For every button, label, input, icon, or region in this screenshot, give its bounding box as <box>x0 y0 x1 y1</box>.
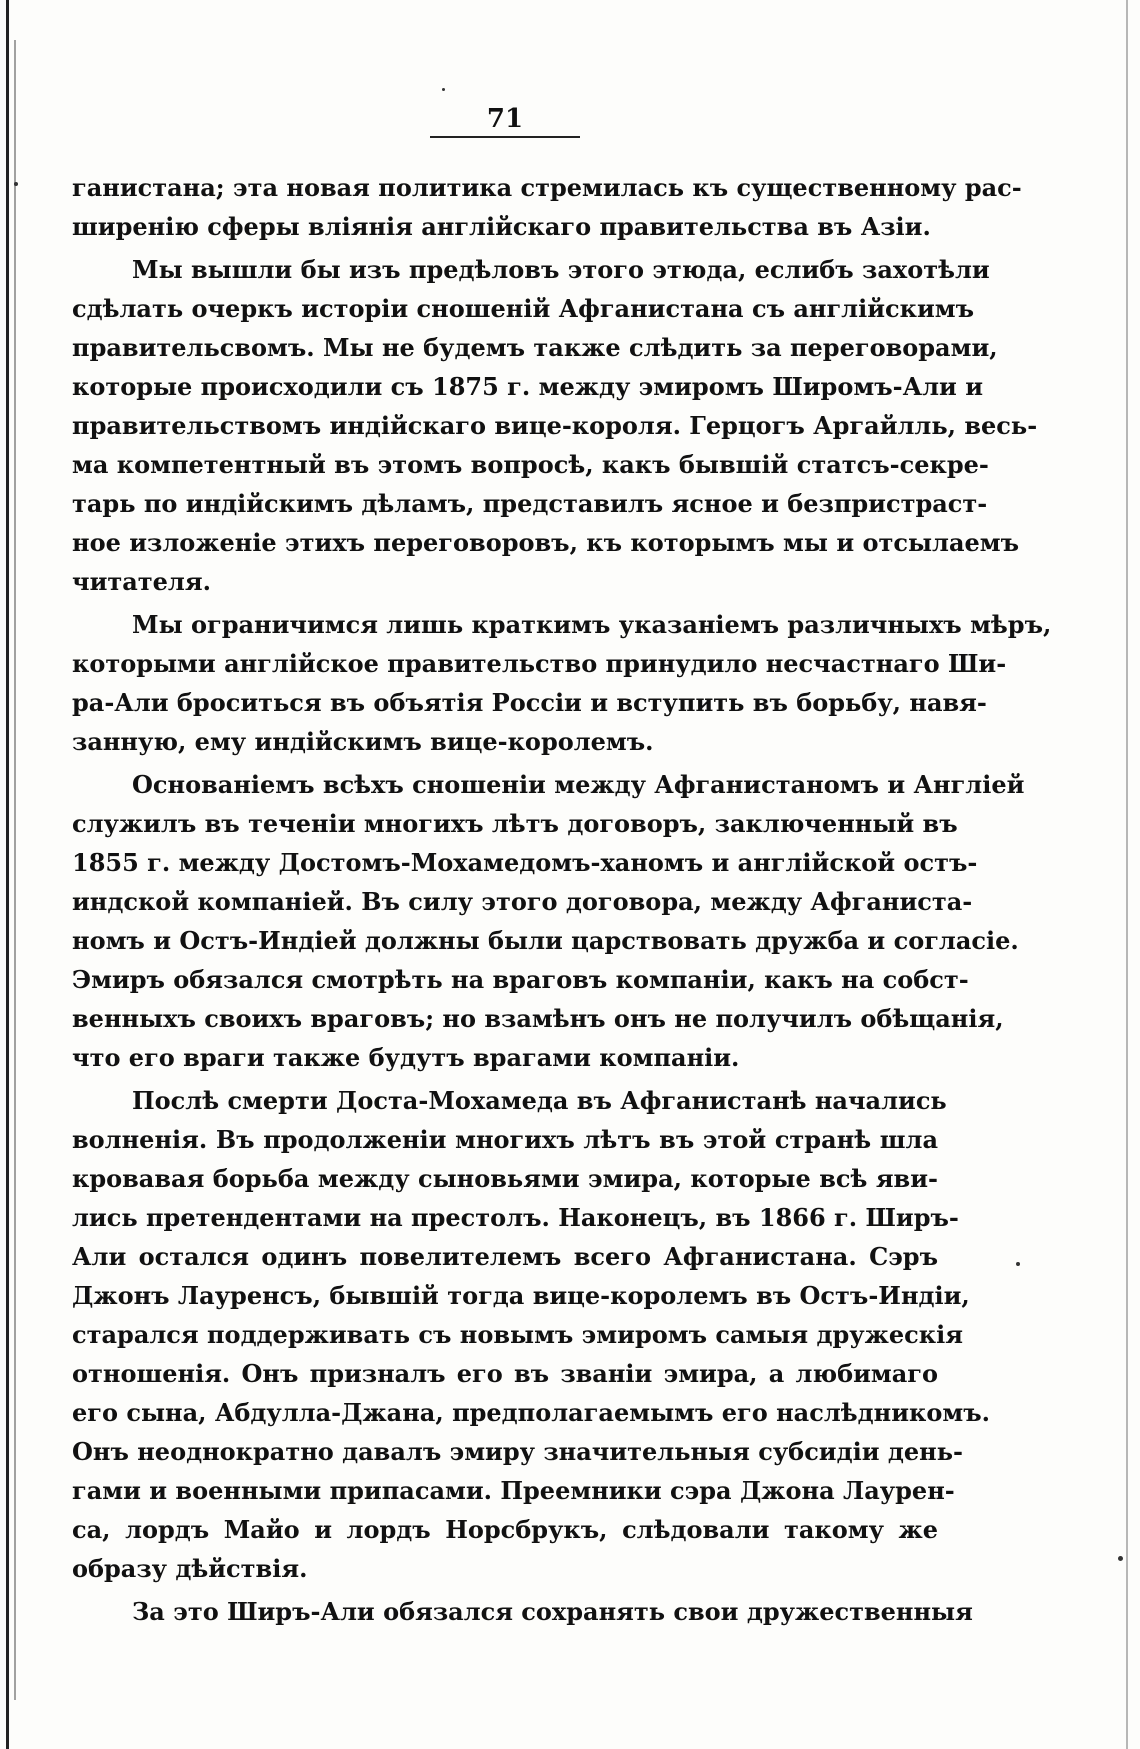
text-line: кровавая борьба между сыновьями эмира, которые всѣ яви- <box>72 1164 938 1193</box>
text-line: Онъ неоднократно давалъ эмиру значительныя субсидіи день- <box>72 1437 963 1466</box>
page-number-rule <box>430 136 580 138</box>
scan-speck <box>14 182 18 186</box>
body-text <box>72 168 1052 1631</box>
text-line: 1855 г. между Достомъ-Мохамедомъ-ханомъ и англійской остъ- <box>72 848 978 877</box>
text-line: За это Ширъ-Али обязался сохранять свои дружественныя <box>132 1597 973 1626</box>
text-line: номъ и Остъ-Индіей должны были царствовать дружба и согласіе. <box>72 926 1019 955</box>
text-line: служилъ въ теченіи многихъ лѣтъ договоръ, заключенный въ <box>72 809 958 838</box>
text-line: гами и военными припасами. Преемники сэра Джона Лаурен- <box>72 1476 955 1505</box>
text-line: Послѣ смерти Доста-Мохамеда въ Афганистанѣ начались <box>132 1086 947 1115</box>
text-line: ное изложеніе этихъ переговоровъ, къ которымъ мы и отсылаемъ <box>72 528 1020 557</box>
paragraph <box>72 605 1052 761</box>
text-line: отношенія. Онъ призналъ его въ званіи эмира, а любимаго <box>72 1359 938 1388</box>
scan-speck <box>1118 1556 1123 1561</box>
text-line: которые происходили съ 1875 г. между эмиромъ Широмъ-Али и <box>72 372 983 401</box>
text-line: читателя. <box>72 567 211 596</box>
text-line: сдѣлать очеркъ исторіи сношеній Афганистана съ англійскимъ <box>72 294 975 323</box>
paragraph <box>72 1592 973 1631</box>
text-line: ма компетентный въ этомъ вопросѣ, какъ бывшій статсъ-секре- <box>72 450 989 479</box>
text-line: Мы вышли бы изъ предѣловъ этого этюда, еслибъ захотѣли <box>132 255 990 284</box>
text-line: ганистана; эта новая политика стремилась къ существенному рас- <box>72 173 1022 202</box>
scan-edge-shadow <box>14 40 16 1700</box>
text-line: са, лордъ Майо и лордъ Норсбрукъ, слѣдовали такому же <box>72 1515 938 1544</box>
text-line: ра-Али броситься въ объятія Россіи и вступить въ борьбу, навя- <box>72 688 987 717</box>
paragraph <box>72 168 1022 246</box>
text-line: ширенію сферы вліянія англійскаго правительства въ Азіи. <box>72 212 931 241</box>
page-header <box>430 104 580 138</box>
text-line: что его враги также будутъ врагами компаніи. <box>72 1043 740 1072</box>
text-line: образу дѣйствія. <box>72 1554 308 1583</box>
scan-speck <box>1016 1262 1020 1266</box>
page-number: 71 <box>486 104 524 134</box>
scan-edge-right <box>1126 0 1128 1749</box>
text-line: Джонъ Лауренсъ, бывшій тогда вице-королемъ въ Остъ-Индіи, <box>72 1281 970 1310</box>
text-line: тарь по индійскимъ дѣламъ, представилъ ясное и безпристраст- <box>72 489 988 518</box>
text-line: занную, ему индійскимъ вице-королемъ. <box>72 727 654 756</box>
text-line: правительствомъ индійскаго вице-короля. Герцогъ Аргайлль, весь- <box>72 411 1038 440</box>
scan-speck <box>442 88 445 91</box>
text-line: Мы ограничимся лишь краткимъ указаніемъ различныхъ мѣръ, <box>132 610 1052 639</box>
text-line: венныхъ своихъ враговъ; но взамѣнъ онъ не получилъ обѣщанія, <box>72 1004 1004 1033</box>
text-line: которыми англійское правительство принудило несчастнаго Ши- <box>72 649 1007 678</box>
paragraph <box>72 1081 990 1588</box>
text-line: волненія. Въ продолженіи многихъ лѣтъ въ этой странѣ шла <box>72 1125 938 1154</box>
text-line: Эмиръ обязался смотрѣть на враговъ компаніи, какъ на собст- <box>72 965 969 994</box>
text-line: старался поддерживать съ новымъ эмиромъ самыя дружескія <box>72 1320 963 1349</box>
text-line: его сына, Абдулла-Джана, предполагаемымъ его наслѣдникомъ. <box>72 1398 990 1427</box>
text-line: лись претендентами на престолъ. Наконецъ, въ 1866 г. Ширъ- <box>72 1203 959 1232</box>
text-line: Основаніемъ всѣхъ сношеніи между Афганистаномъ и Англіей <box>132 770 1025 799</box>
text-line: индской компаніей. Въ силу этого договора, между Афганиста- <box>72 887 973 916</box>
paragraph <box>72 250 1038 601</box>
scan-edge-left <box>6 0 9 1749</box>
text-line: Али остался одинъ повелителемъ всего Афганистана. Сэръ <box>72 1242 938 1271</box>
text-line: правительсвомъ. Мы не будемъ также слѣдить за переговорами, <box>72 333 998 362</box>
paragraph <box>72 765 1025 1077</box>
